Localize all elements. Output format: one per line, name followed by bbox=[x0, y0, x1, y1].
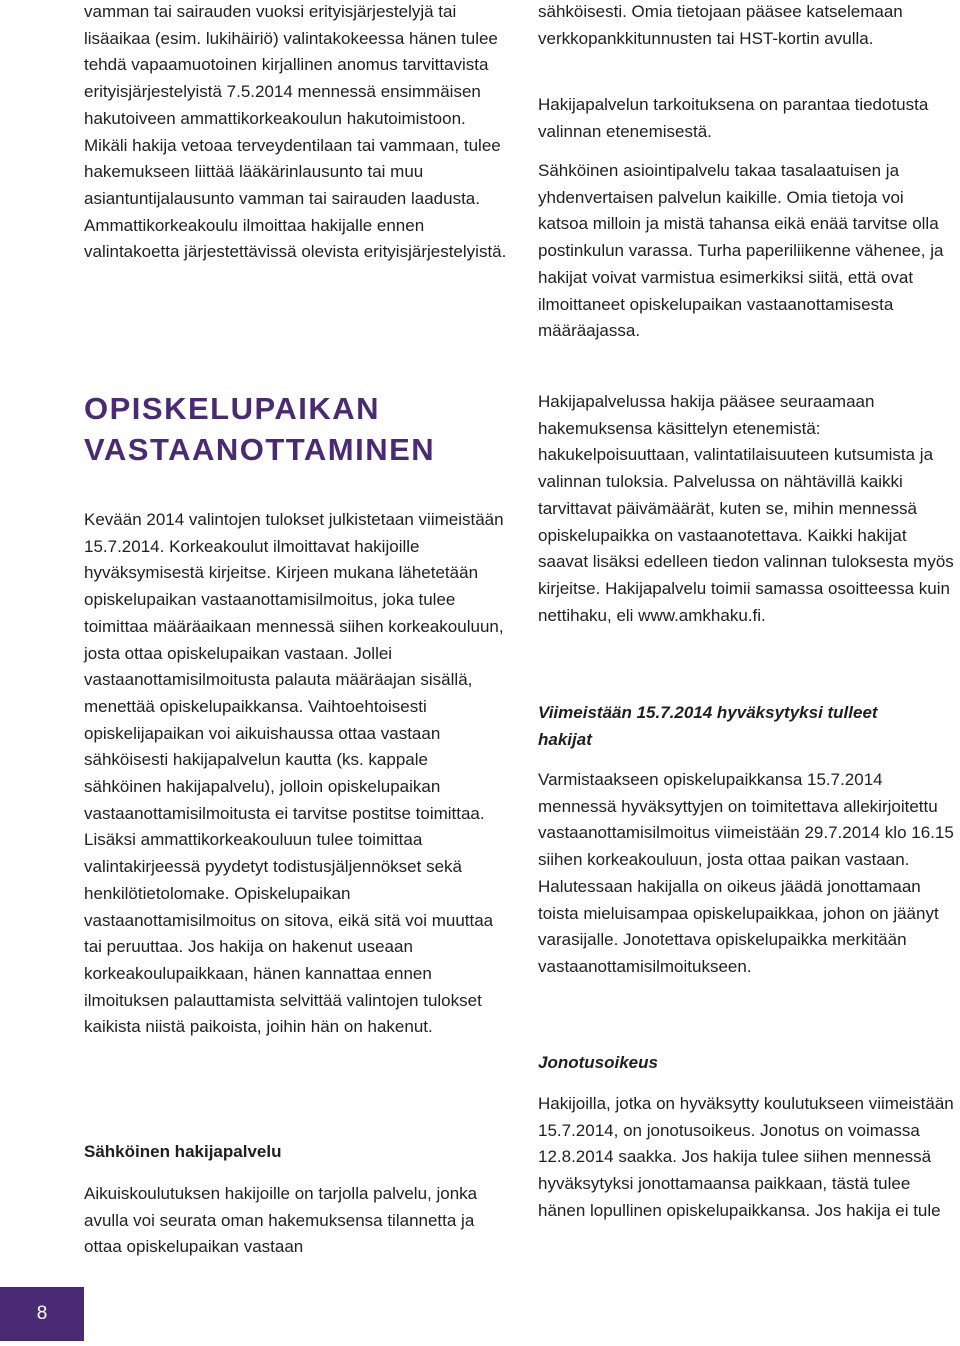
body-paragraph: Aikuiskoulutuksen hakijoille on tarjolla palvelu, jonka avulla voi seurata oman hakemuksensa tilannetta ja ottaa opiskelupaikan vastaan bbox=[84, 1184, 478, 1257]
section-heading-line: OPISKELUPAIKAN bbox=[84, 391, 381, 426]
page-number: 8 bbox=[36, 1303, 48, 1324]
body-paragraph: sähköisesti. Omia tietojaan pääsee katselemaan verkkopankkitunnusten tai HST-kortin avulla. bbox=[538, 2, 903, 48]
subsection-heading: Viimeistään 15.7.2014 hyväksytyksi tulleet hakijat bbox=[538, 703, 878, 749]
body-paragraph: Kevään 2014 valintojen tulokset julkistetaan viimeistään 15.7.2014. Korkeakoulut ilmoittavat hakijoille hyväksymisestä kirjeitse. Kirjeen mukana lähetetään opiskelupaikan vastaanottamisilmoitus, joka tulee toimittaa määräaikaan mennessä siihen korkeakouluun, josta ottaa opiskelupaikan vastaan. Jollei vastaanottamisilmoitusta palauta määräajan sisällä, menettää opiskelupaikkansa. Vaihtoehtoisesti opiskelijapaikan voi aikuishaussa ottaa vastaan sähköisesti hakijapalvelun kautta (ks. kappale sähköinen hakijapalvelu), jolloin opiskelupaikan vastaanottamisilmoitusta ei tarvitse postitse toimittaa. Lisäksi ammattikorkeakouluun tulee toimittaa valintakirjeessä pyydetyt todistusjäljennökset sekä henkilötietolomake. Opiskelupaikan vastaanottamisilmoitus on sitova, eikä sitä voi muuttaa tai peruuttaa. Jos hakija on hakenut useaan korkeakoulupaikkaan, hänen kannattaa ennen ilmoituksen palauttamista selvittää valintojen tulokset kaikista niistä paikoista, joihin hän on hakenut. bbox=[84, 510, 504, 1037]
body-paragraph: Varmistaakseen opiskelupaikkansa 15.7.2014 mennessä hyväksyttyjen on toimitettava allekirjoitettu vastaanottamisilmoitus viimeistään 29.7.2014 klo 16.15 siihen korkeakouluun, josta ottaa paikan vastaan. Halutessaan hakijalla on oikeus jäädä jonottamaan toista mieluisampaa opiskelupaikkaa, johon on jäänyt varasijalle. Jonotettava opiskelupaikka merkitään vastaanottamisilmoitukseen. bbox=[538, 770, 954, 976]
subsection-heading: Jonotusoikeus bbox=[538, 1053, 658, 1072]
body-paragraph: Hakijapalvelun tarkoituksena on parantaa tiedotusta valinnan etenemisestä. bbox=[538, 95, 929, 141]
body-paragraph: Hakijoilla, jotka on hyväksytty koulutukseen viimeistään 15.7.2014, on jonotusoikeus. Jonotus on voimassa 12.8.2014 saakka. Jos hakija tulee siihen mennessä hyväksytyksi jonottamaansa paikkaan, tästä tulee hänen lopullinen opiskelupaikkansa. Jos hakija ei tule bbox=[538, 1094, 954, 1220]
page-number-badge bbox=[0, 1287, 84, 1341]
body-paragraph: Sähköinen asiointipalvelu takaa tasalaatuisen ja yhdenvertaisen palvelun kaikille. Omia tietoja voi katsoa milloin ja mistä tahansa eikä enää tarvitse olla postinkulun varassa. Turha paperiliikenne vähenee, ja hakijat voivat varmistua esimerkiksi siitä, että ovat ilmoittaneet opiskelupaikan vastaanottamisesta määräajassa. bbox=[538, 161, 944, 341]
subsection-heading: Sähköinen hakijapalvelu bbox=[84, 1142, 282, 1161]
body-paragraph: vamman tai sairauden vuoksi erityisjärjestelyjä tai lisäaikaa (esim. lukihäiriö) valintakokeessa hänen tulee tehdä vapaamuotoinen kirjallinen anomus tarvittavista erityisjärjestelyistä 7.5.2014 mennessä ensimmäisen hakutoiveen ammattikorkeakoulun hakutoimistoon. Mikäli hakija vetoaa terveydentilaan tai vammaan, tulee hakemukseen liittää lääkärinlausunto tai muu asiantuntijalausunto vamman tai sairauden laadusta. Ammattikorkeakoulu ilmoittaa hakijalle ennen valintakoetta järjestettävissä olevista erityisjärjestelyistä. bbox=[84, 2, 507, 262]
body-paragraph: Hakijapalvelussa hakija pääsee seuraamaan hakemuksensa käsittelyn etenemistä: hakukelpoisuuttaan, valintatilaisuuteen kutsumista ja valinnan tuloksia. Palvelussa on nähtävillä kaikki tarvittavat päivämäärät, kuten se, mihin mennessä opiskelupaikka on vastaanotettava. Kaikki hakijat saavat lisäksi edelleen tiedon valinnan tuloksesta myös kirjeitse. Hakijapalvelu toimii samassa osoitteessa kuin nettihaku, eli www.amkhaku.fi. bbox=[538, 392, 954, 625]
section-heading bbox=[84, 388, 508, 470]
section-heading-line: VASTAANOTTAMINEN bbox=[84, 432, 436, 467]
